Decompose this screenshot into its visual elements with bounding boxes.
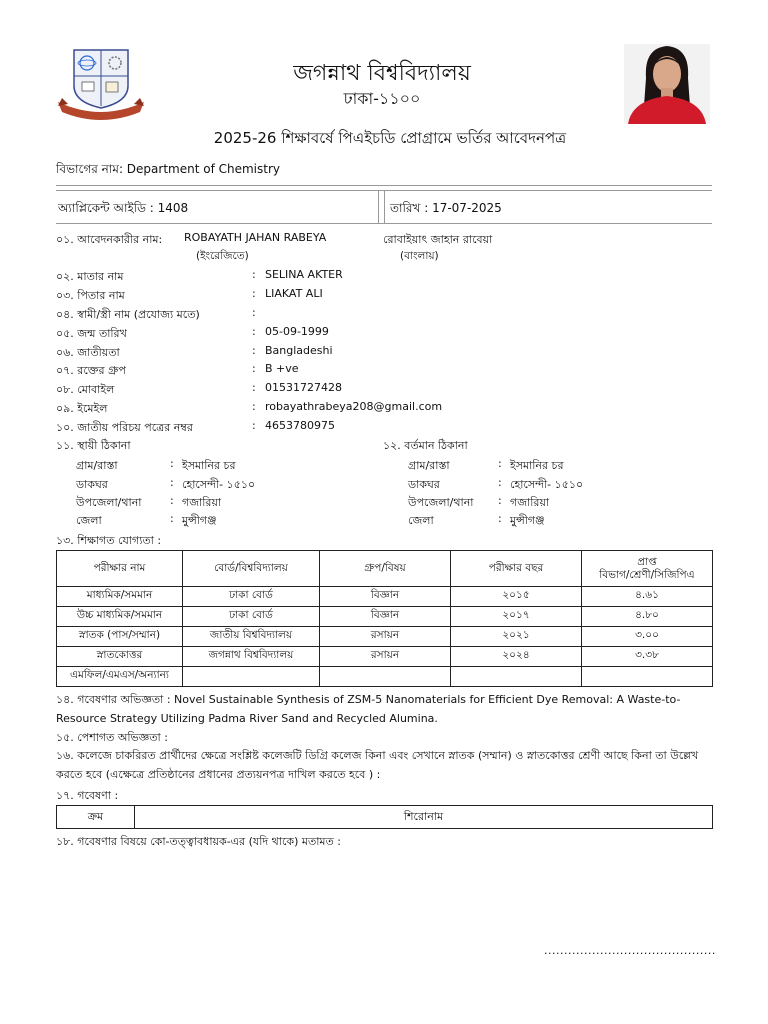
field-colon: : xyxy=(252,344,256,357)
field-value-blood-group: B +ve xyxy=(265,362,299,375)
education-title: ১৩. শিক্ষাগত যোগ্যতা : xyxy=(56,534,162,547)
research-table xyxy=(56,805,713,829)
address-value: হোসেন্দী- ১৫১০ xyxy=(182,478,256,491)
address-colon: : xyxy=(498,476,502,489)
application-date: তারিখ : 17-07-2025 xyxy=(390,201,502,215)
research-experience: ১৪. গবেষণার অভিজ্ঞতা : Novel Sustainable Synthesis of ZSM-5 Nanomaterials for Efficient Dye Removal: A Waste-to-Resource Strategy Utilizing Padma River Sand and Recycled Alumina. xyxy=(56,693,681,725)
applicant-name-bangla: রোবাইয়াৎ জাহান রাবেয়া xyxy=(383,233,493,246)
table-cell: রসায়ন xyxy=(320,647,451,667)
present-address-title: ১২. বর্তমান ঠিকানা xyxy=(383,439,468,452)
department-name: বিভাগের নাম: Department of Chemistry xyxy=(56,162,280,176)
address-value: গজারিয়া xyxy=(510,496,550,509)
field-colon: : xyxy=(252,381,256,394)
table-row xyxy=(57,587,713,607)
field-colon: : xyxy=(252,419,256,432)
applicant-photo xyxy=(624,44,710,124)
table-cell: বিজ্ঞান xyxy=(320,587,451,607)
table-row xyxy=(57,627,713,647)
research-col-title: শিরোনাম xyxy=(403,810,444,823)
table-cell: ২০২৪ xyxy=(451,647,582,667)
permanent-address-title: ১১. স্থায়ী ঠিকানা xyxy=(56,439,131,452)
address-label: জেলা xyxy=(408,514,434,527)
university-name: জগন্নাথ বিশ্ববিদ্যালয় xyxy=(293,61,471,86)
address-colon: : xyxy=(170,476,174,489)
table-cell xyxy=(451,667,582,687)
table-cell: মাধ্যমিক/সমমান xyxy=(57,587,183,607)
university-city: ঢাকা-১১০০ xyxy=(343,89,421,108)
divider-vertical-2 xyxy=(384,191,385,223)
field-label: ১০. জাতীয় পরিচয় পত্রের নম্বর xyxy=(56,421,193,434)
field-label: ০৬. জাতীয়তা xyxy=(56,346,120,359)
divider-info xyxy=(56,223,712,224)
address-label: ডাকঘর xyxy=(76,478,108,491)
address-colon: : xyxy=(498,494,502,507)
table-cell: স্নাতক (পাস/সম্মান) xyxy=(57,627,183,647)
table-header: পরীক্ষার নাম xyxy=(57,551,183,587)
table-cell: উচ্চ মাধ্যমিক/সমমান xyxy=(57,607,183,627)
address-label: উপজেলা/থানা xyxy=(76,496,142,509)
table-cell: জাতীয় বিশ্ববিদ্যালয় xyxy=(183,627,320,647)
address-colon: : xyxy=(498,512,502,525)
applicant-name-label: ০১. আবেদনকারীর নাম: xyxy=(56,233,163,246)
table-header: গ্রুপ/বিষয় xyxy=(320,551,451,587)
address-label: গ্রাম/রাস্তা xyxy=(76,459,118,472)
field-label: ০৩. পিতার নাম xyxy=(56,289,125,302)
address-value: ইসমানির চর xyxy=(510,459,564,472)
table-cell: ৪.৬১ xyxy=(582,587,713,607)
table-header-line: প্রাপ্ত xyxy=(637,555,657,568)
address-value: ইসমানির চর xyxy=(182,459,236,472)
field-label: ০৯. ইমেইল xyxy=(56,402,108,415)
field-value-mobile: 01531727428 xyxy=(265,381,342,394)
applicant-name-english: ROBAYATH JAHAN RABEYA xyxy=(184,231,327,244)
table-cell: জগন্নাথ বিশ্ববিদ্যালয় xyxy=(183,647,320,667)
field-label: ০২. মাতার নাম xyxy=(56,270,124,283)
address-label: জেলা xyxy=(76,514,102,527)
address-value: মুন্সীগঞ্জ xyxy=(182,514,217,527)
address-label: গ্রাম/রাস্তা xyxy=(408,459,450,472)
signature-line: ........................................... xyxy=(544,944,716,957)
table-cell: ৩.৩৮ xyxy=(582,647,713,667)
university-seal-icon xyxy=(56,46,146,120)
field-colon: : xyxy=(252,400,256,413)
table-cell xyxy=(320,667,451,687)
research-col-serial: ক্রম xyxy=(57,806,135,828)
field-colon: : xyxy=(252,362,256,375)
applicant-id: অ্যাপ্লিকেন্ট আইডি : 1408 xyxy=(58,201,189,215)
field-colon: : xyxy=(252,268,256,281)
table-cell: রসায়ন xyxy=(320,627,451,647)
applicant-name-bangla-note: (বাংলায়) xyxy=(400,250,439,262)
address-label: উপজেলা/থানা xyxy=(408,496,474,509)
table-header: পরীক্ষার বছর xyxy=(451,551,582,587)
table-header-result xyxy=(582,551,713,587)
field-colon: : xyxy=(252,325,256,338)
field-value-nationality: Bangladeshi xyxy=(265,344,333,357)
address-colon: : xyxy=(498,457,502,470)
field-colon: : xyxy=(252,306,256,319)
table-cell: ৩.০০ xyxy=(582,627,713,647)
table-header-row xyxy=(57,551,713,587)
table-cell xyxy=(183,667,320,687)
field-label: ০৪. স্বামী/স্ত্রী নাম (প্রযোজ্য মতে) xyxy=(56,308,200,321)
table-cell: ২০২১ xyxy=(451,627,582,647)
divider-top xyxy=(56,185,712,186)
research-title: ১৭. গবেষণা : xyxy=(56,789,119,802)
field-value-birth-date: 05-09-1999 xyxy=(265,325,329,338)
field-colon: : xyxy=(252,287,256,300)
field-value-nid: 4653780975 xyxy=(265,419,335,432)
table-cell: ৪.৮০ xyxy=(582,607,713,627)
address-value: গজারিয়া xyxy=(182,496,222,509)
address-colon: : xyxy=(170,512,174,525)
college-teacher-note: ১৬. কলেজে চাকরিরত প্রার্থীদের ক্ষেত্রে সংশ্লিষ্ট কলেজটি ডিগ্রি কলেজ কিনা এবং সেখানে স্নাতক (সম্মান) ও স্নাতকোত্তর শ্রেণী আছে কিনা তা উল্লেখ করতে হবে (এক্ষেত্রে প্রতিষ্ঠানের প্রধানের প্রত্যয়নপত্র দাখিল করতে হবে ) : xyxy=(56,749,699,781)
supervisor-opinion: ১৮. গবেষণার বিষয়ে কো-তত্ত্বাবধায়ক-এর (যদি থাকে) মতামত : xyxy=(56,835,341,848)
field-label: ০৭. রক্তের গ্রুপ xyxy=(56,364,126,377)
field-value-mother: SELINA AKTER xyxy=(265,268,343,281)
table-row xyxy=(57,607,713,627)
table-cell: ২০১৫ xyxy=(451,587,582,607)
table-cell: ঢাকা বোর্ড xyxy=(183,607,320,627)
field-value-email: robayathrabeya208@gmail.com xyxy=(265,400,443,413)
table-cell: বিজ্ঞান xyxy=(320,607,451,627)
table-header: বোর্ড/বিশ্ববিদ্যালয় xyxy=(183,551,320,587)
table-cell xyxy=(582,667,713,687)
form-title: 2025-26 শিক্ষাবর্ষে পিএইচডি প্রোগ্রামে ভর্তির আবেদনপত্র xyxy=(213,129,567,147)
address-value: হোসেন্দী- ১৫১০ xyxy=(510,478,584,491)
table-header-line: বিভাগ/শ্রেণী/সিজিপিএ xyxy=(599,568,695,581)
professional-experience: ১৫. পেশাগত অভিজ্ঞতা : xyxy=(56,731,168,744)
field-label: ০৮. মোবাইল xyxy=(56,383,115,396)
table-cell: ঢাকা বোর্ড xyxy=(183,587,320,607)
table-row xyxy=(57,667,713,687)
applicant-name-english-note: (ইংরেজিতে) xyxy=(196,250,249,262)
table-row xyxy=(57,647,713,667)
table-cell: এমফিল/এমএস/অন্যান্য xyxy=(57,667,183,687)
divider-vertical xyxy=(378,191,379,223)
address-value: মুন্সীগঞ্জ xyxy=(510,514,545,527)
address-colon: : xyxy=(170,457,174,470)
education-table xyxy=(56,550,713,687)
table-cell: স্নাতকোত্তর xyxy=(57,647,183,667)
table-cell: ২০১৭ xyxy=(451,607,582,627)
field-value-father: LIAKAT ALI xyxy=(265,287,323,300)
field-label: ০৫. জন্ম তারিখ xyxy=(56,327,127,340)
address-colon: : xyxy=(170,494,174,507)
address-label: ডাকঘর xyxy=(408,478,440,491)
